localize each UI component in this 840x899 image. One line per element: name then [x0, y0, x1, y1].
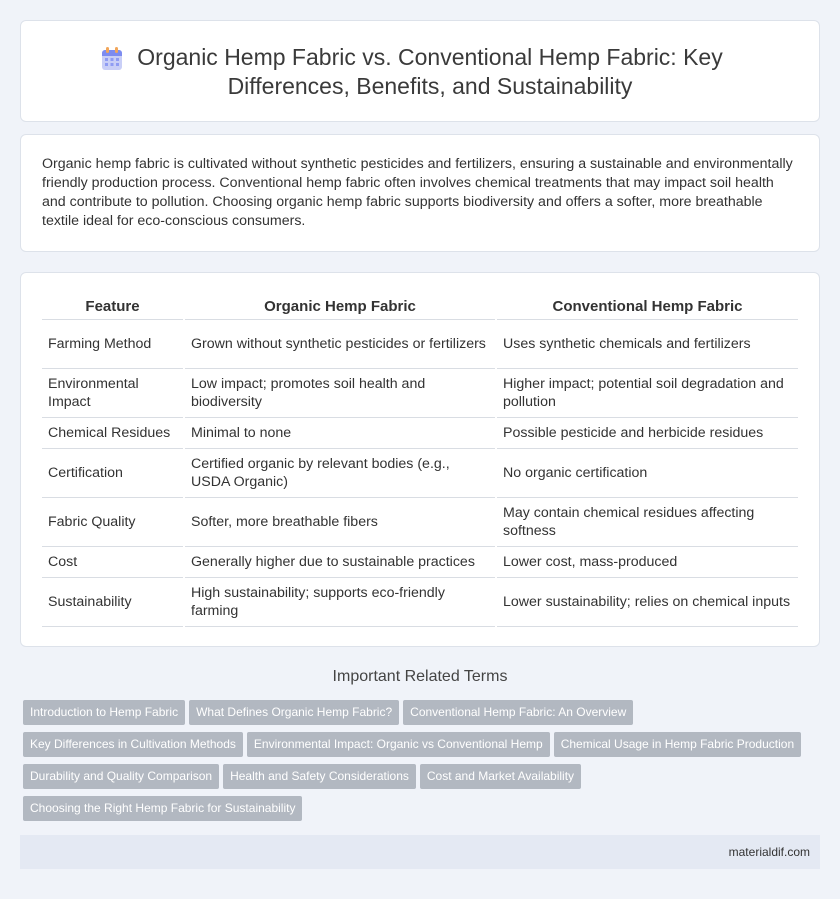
table-row — [42, 497, 798, 546]
feature-cell: Cost — [42, 546, 184, 577]
organic-cell: Generally higher due to sustainable practices — [184, 546, 496, 577]
related-term-tag[interactable]: Introduction to Hemp Fabric — [23, 700, 185, 725]
footer — [20, 835, 820, 869]
feature-cell: Environmental Impact — [42, 368, 184, 417]
table-row — [42, 448, 798, 497]
related-term-tag[interactable]: Cost and Market Availability — [420, 764, 581, 789]
table-row — [42, 368, 798, 417]
related-term-tag[interactable]: Chemical Usage in Hemp Fabric Production — [554, 732, 801, 757]
conventional-cell: No organic certification — [496, 448, 798, 497]
title-card — [20, 20, 820, 122]
related-term-tag[interactable]: Environmental Impact: Organic vs Conventional Hemp — [247, 732, 550, 757]
organic-cell: Grown without synthetic pesticides or fertilizers — [184, 319, 496, 368]
conventional-cell: Uses synthetic chemicals and fertilizers — [496, 319, 798, 368]
organic-cell: High sustainability; supports eco-friendly farming — [184, 577, 496, 626]
table-row — [42, 546, 798, 577]
feature-cell: Certification — [42, 448, 184, 497]
feature-cell: Chemical Residues — [42, 417, 184, 448]
table-row — [42, 319, 798, 368]
page-title: Organic Hemp Fabric vs. Conventional Hemp Fabric: Key Differences, Benefits, and Sustainability — [137, 44, 723, 99]
related-term-tag[interactable]: What Defines Organic Hemp Fabric? — [189, 700, 399, 725]
conventional-cell: Lower cost, mass-produced — [496, 546, 798, 577]
header-feature: Feature — [42, 295, 184, 319]
related-term-tag[interactable]: Health and Safety Considerations — [223, 764, 416, 789]
feature-cell: Fabric Quality — [42, 497, 184, 546]
conventional-cell: Lower sustainability; relies on chemical inputs — [496, 577, 798, 626]
related-terms-heading: Important Related Terms — [332, 668, 508, 685]
related-term-tag[interactable]: Choosing the Right Hemp Fabric for Sustainability — [23, 796, 302, 821]
comparison-table — [42, 295, 798, 627]
related-term-tag[interactable]: Conventional Hemp Fabric: An Overview — [403, 700, 633, 725]
feature-cell: Sustainability — [42, 577, 184, 626]
conventional-cell: May contain chemical residues affecting softness — [496, 497, 798, 546]
comparison-card — [20, 272, 820, 647]
conventional-cell: Higher impact; potential soil degradation and pollution — [496, 368, 798, 417]
header-conventional: Conventional Hemp Fabric — [496, 295, 798, 319]
intro-card — [20, 134, 820, 252]
table-row — [42, 417, 798, 448]
organic-cell: Softer, more breathable fibers — [184, 497, 496, 546]
organic-cell: Certified organic by relevant bodies (e.g., USDA Organic) — [184, 448, 496, 497]
organic-cell: Low impact; promotes soil health and biodiversity — [184, 368, 496, 417]
related-term-tag[interactable]: Key Differences in Cultivation Methods — [23, 732, 243, 757]
site-name[interactable]: materialdif.com — [728, 845, 810, 859]
header-organic: Organic Hemp Fabric — [184, 295, 496, 319]
table-row — [42, 577, 798, 626]
conventional-cell: Possible pesticide and herbicide residues — [496, 417, 798, 448]
feature-cell: Farming Method — [42, 319, 184, 368]
intro-paragraph: Organic hemp fabric is cultivated without synthetic pesticides and fertilizers, ensuring a sustainable and environmentally friendly production process. Conventional hemp fabric often involves chemical treatments that may impact soil health and contribute to pollution. Choosing organic hemp fabric supports biodiversity and offers a softer, more breathable textile ideal for eco-conscious consumers. — [42, 156, 793, 229]
related-term-tag[interactable]: Durability and Quality Comparison — [23, 764, 219, 789]
table-header-row — [42, 295, 798, 319]
related-terms-list — [23, 700, 823, 828]
organic-cell: Minimal to none — [184, 417, 496, 448]
